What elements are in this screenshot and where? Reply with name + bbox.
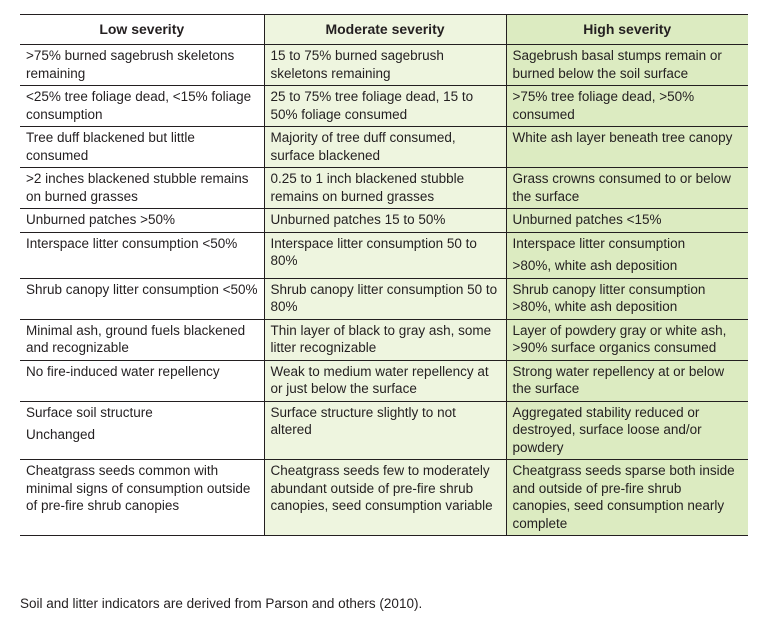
low-severity-cell: Surface soil structure Unchanged — [20, 401, 264, 460]
low-severity-cell: Minimal ash, ground fuels blackened and recognizable — [20, 319, 264, 360]
low-severity-cell: >2 inches blackened stubble remains on burned grasses — [20, 168, 264, 209]
moderate-severity-cell: Thin layer of black to gray ash, some litter recognizable — [264, 319, 506, 360]
low-severity-cell: Interspace litter consumption <50% — [20, 232, 264, 278]
table-body — [20, 45, 748, 536]
moderate-severity-cell: Interspace litter consumption 50 to 80% — [264, 232, 506, 278]
table-row — [20, 45, 748, 86]
moderate-severity-cell: Majority of tree duff consumed, surface blackened — [264, 127, 506, 168]
moderate-severity-cell: 15 to 75% burned sagebrush skeletons remaining — [264, 45, 506, 86]
table-row — [20, 86, 748, 127]
low-severity-cell: Unburned patches >50% — [20, 209, 264, 233]
moderate-severity-cell: Shrub canopy litter consumption 50 to 80% — [264, 278, 506, 319]
table-row — [20, 360, 748, 401]
low-severity-cell: <25% tree foliage dead, <15% foliage consumption — [20, 86, 264, 127]
header-row — [20, 15, 748, 45]
high-severity-cell: Sagebrush basal stumps remain or burned below the soil surface — [506, 45, 748, 86]
table-row — [20, 460, 748, 536]
header-low-severity: Low severity — [20, 15, 264, 45]
low-severity-cell: No fire-induced water repellency — [20, 360, 264, 401]
moderate-severity-cell: Weak to medium water repellency at or just below the surface — [264, 360, 506, 401]
header-high-severity: High severity — [506, 15, 748, 45]
moderate-severity-cell: 25 to 75% tree foliage dead, 15 to 50% foliage consumed — [264, 86, 506, 127]
low-severity-cell: >75% burned sagebrush skeletons remaining — [20, 45, 264, 86]
high-severity-cell: Shrub canopy litter consumption >80%, white ash deposition — [506, 278, 748, 319]
table-row — [20, 401, 748, 460]
table-row — [20, 319, 748, 360]
moderate-severity-cell: Surface structure slightly to not altered — [264, 401, 506, 460]
moderate-severity-cell: Unburned patches 15 to 50% — [264, 209, 506, 233]
moderate-severity-cell: 0.25 to 1 inch blackened stubble remains on burned grasses — [264, 168, 506, 209]
low-severity-cell: Shrub canopy litter consumption <50% — [20, 278, 264, 319]
header-moderate-severity: Moderate severity — [264, 15, 506, 45]
table-row — [20, 232, 748, 278]
high-severity-cell: Layer of powdery gray or white ash, >90% surface organics consumed — [506, 319, 748, 360]
table-row — [20, 168, 748, 209]
high-severity-cell: Interspace litter consumption >80%, white ash deposition — [506, 232, 748, 278]
low-severity-cell: Tree duff blackened but little consumed — [20, 127, 264, 168]
table-row — [20, 127, 748, 168]
low-severity-cell: Cheatgrass seeds common with minimal signs of consumption outside of pre-fire shrub canopies — [20, 460, 264, 536]
high-severity-cell: Strong water repellency at or below the surface — [506, 360, 748, 401]
severity-table — [20, 14, 748, 536]
table-row — [20, 209, 748, 233]
high-severity-cell: Aggregated stability reduced or destroyed, surface loose and/or powdery — [506, 401, 748, 460]
high-severity-cell: Cheatgrass seeds sparse both inside and outside of pre-fire shrub canopies, seed consumption nearly complete — [506, 460, 748, 536]
high-severity-cell: Unburned patches <15% — [506, 209, 748, 233]
footnote: Soil and litter indicators are derived from Parson and others (2010). — [20, 596, 423, 611]
moderate-severity-cell: Cheatgrass seeds few to moderately abundant outside of pre-fire shrub canopies, seed consumption variable — [264, 460, 506, 536]
high-severity-cell: Grass crowns consumed to or below the surface — [506, 168, 748, 209]
table-row — [20, 278, 748, 319]
high-severity-cell: White ash layer beneath tree canopy — [506, 127, 748, 168]
high-severity-cell: >75% tree foliage dead, >50% consumed — [506, 86, 748, 127]
